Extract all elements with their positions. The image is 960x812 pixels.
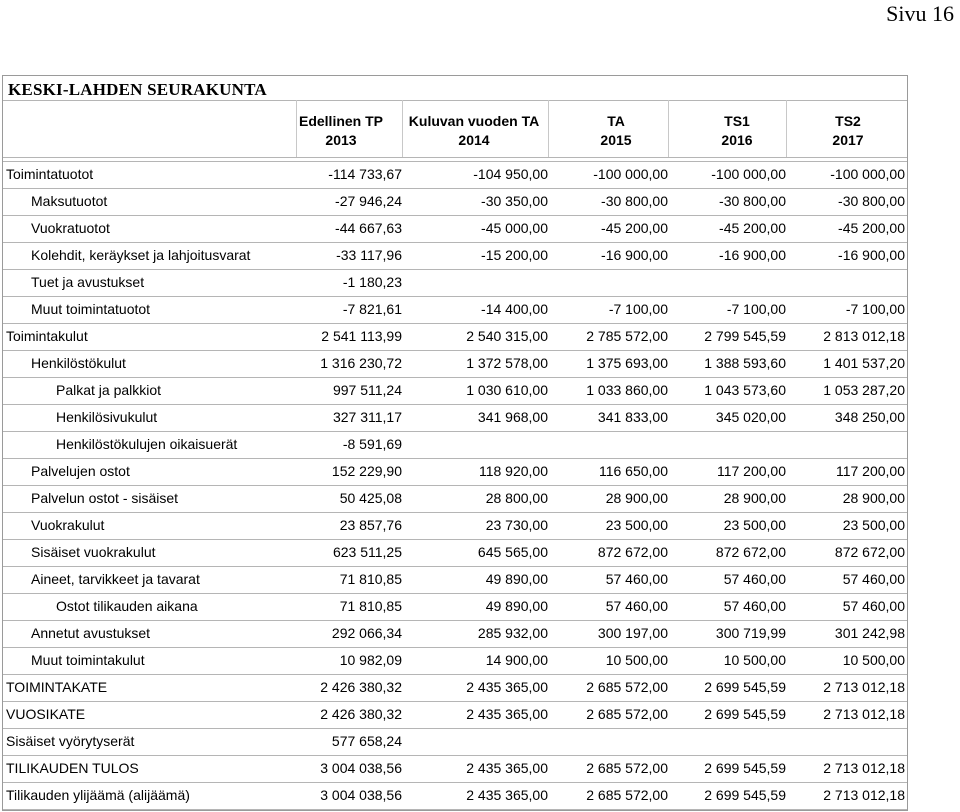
table-row xyxy=(3,566,907,593)
value-cell: -114 733,67 xyxy=(328,166,402,182)
value-cell: 152 229,90 xyxy=(331,463,402,479)
value-cell: 2 685 572,00 xyxy=(586,679,668,695)
value-cell: -7 100,00 xyxy=(726,301,786,317)
value-cell: 57 460,00 xyxy=(723,598,786,614)
value-cell: -16 900,00 xyxy=(838,247,905,263)
column-header-year: 2017 xyxy=(832,132,864,148)
table-row xyxy=(3,755,907,782)
value-cell: 23 500,00 xyxy=(605,517,668,533)
row-label: Muut toimintakulut xyxy=(31,652,145,668)
value-cell: -45 000,00 xyxy=(481,220,548,236)
row-label: Kolehdit, keräykset ja lahjoitusvarat xyxy=(31,247,251,263)
table-row xyxy=(3,296,907,323)
value-cell: 28 900,00 xyxy=(605,490,668,506)
table-row xyxy=(3,161,907,188)
value-cell: 2 699 545,59 xyxy=(704,760,786,776)
row-label: Toimintakulut xyxy=(6,328,88,344)
value-cell: 2 713 012,18 xyxy=(823,787,905,803)
value-cell: 292 066,34 xyxy=(331,625,402,641)
value-cell: 2 785 572,00 xyxy=(586,328,668,344)
value-cell: 10 500,00 xyxy=(723,652,786,668)
table-row xyxy=(3,539,907,566)
value-cell: 341 968,00 xyxy=(477,409,548,425)
value-cell: 23 500,00 xyxy=(723,517,786,533)
value-cell: 2 435 365,00 xyxy=(466,787,548,803)
row-label: Vuokratuotot xyxy=(31,220,110,236)
table-row xyxy=(3,431,907,458)
value-cell: 1 388 593,60 xyxy=(704,355,786,371)
table-row xyxy=(3,728,907,755)
column-header-title: TA xyxy=(607,113,625,129)
value-cell: 1 043 573,60 xyxy=(704,382,786,398)
value-cell: 2 541 113,99 xyxy=(321,328,402,344)
value-cell: 300 197,00 xyxy=(597,625,668,641)
row-label: Tuet ja avustukset xyxy=(31,274,145,290)
column-header xyxy=(768,112,928,150)
value-cell: 49 890,00 xyxy=(485,571,548,587)
column-header-title: Edellinen TP xyxy=(298,113,383,129)
value-cell: 1 372 578,00 xyxy=(466,355,548,371)
value-cell: 1 375 693,00 xyxy=(586,355,668,371)
value-cell: -27 946,24 xyxy=(335,193,402,209)
value-cell: 1 401 537,20 xyxy=(823,355,905,371)
value-cell: 872 672,00 xyxy=(715,544,786,560)
table-row xyxy=(3,323,907,350)
table-row xyxy=(3,674,907,701)
value-cell: 49 890,00 xyxy=(485,598,548,614)
value-cell: 301 242,98 xyxy=(834,625,905,641)
table-row xyxy=(3,782,907,809)
row-label: Aineet, tarvikkeet ja tavarat xyxy=(31,571,200,587)
table-row xyxy=(3,593,907,620)
value-cell: 14 900,00 xyxy=(485,652,548,668)
value-cell: 117 200,00 xyxy=(835,463,905,479)
value-cell: -14 400,00 xyxy=(481,301,548,317)
value-cell: 300 719,99 xyxy=(715,625,786,641)
row-label: Annetut avustukset xyxy=(31,625,151,641)
table-row xyxy=(3,458,907,485)
value-cell: 2 426 380,32 xyxy=(320,679,402,695)
value-cell: -45 200,00 xyxy=(719,220,786,236)
value-cell: 2 540 315,00 xyxy=(466,328,548,344)
value-cell: 2 685 572,00 xyxy=(586,706,668,722)
report-title: KESKI-LAHDEN SEURAKUNTA xyxy=(8,80,267,99)
value-cell: 23 857,76 xyxy=(339,517,402,533)
value-cell: 71 810,85 xyxy=(339,598,402,614)
value-cell: 118 920,00 xyxy=(478,463,548,479)
value-cell: 997 511,24 xyxy=(332,382,402,398)
table-row xyxy=(3,242,907,269)
value-cell: 341 833,00 xyxy=(597,409,668,425)
value-cell: -30 350,00 xyxy=(481,193,548,209)
value-cell: 2 813 012,18 xyxy=(823,328,905,344)
row-label: Sisäiset vuokrakulut xyxy=(31,544,156,560)
value-cell: 3 004 038,56 xyxy=(320,787,402,803)
value-cell: 28 800,00 xyxy=(485,490,548,506)
row-label: Vuokrakulut xyxy=(31,517,105,533)
value-cell: -15 200,00 xyxy=(481,247,548,263)
table-row xyxy=(3,485,907,512)
value-cell: -100 000,00 xyxy=(593,166,668,182)
row-label: Muut toimintatuotot xyxy=(31,301,151,317)
value-cell: 1 030 610,00 xyxy=(466,382,548,398)
row-label: TOIMINTAKATE xyxy=(6,679,108,695)
value-cell: 327 311,17 xyxy=(332,409,402,425)
value-cell: 57 460,00 xyxy=(605,571,668,587)
value-cell: 348 250,00 xyxy=(834,409,905,425)
value-cell: 2 699 545,59 xyxy=(704,706,786,722)
value-cell: -30 800,00 xyxy=(719,193,786,209)
value-cell: 2 713 012,18 xyxy=(823,760,905,776)
value-cell: -45 200,00 xyxy=(601,220,668,236)
row-label: VUOSIKATE xyxy=(6,706,86,722)
value-cell: 28 900,00 xyxy=(723,490,786,506)
value-cell: 71 810,85 xyxy=(339,571,402,587)
table-row xyxy=(3,404,907,431)
value-cell: -104 950,00 xyxy=(473,166,548,182)
value-cell: 645 565,00 xyxy=(477,544,548,560)
value-cell: 2 685 572,00 xyxy=(586,760,668,776)
value-cell: 10 982,09 xyxy=(339,652,402,668)
column-header xyxy=(394,112,554,150)
value-cell: 10 500,00 xyxy=(842,652,905,668)
value-cell: 2 713 012,18 xyxy=(823,679,905,695)
row-label: Maksutuotot xyxy=(31,193,108,209)
value-cell: -7 100,00 xyxy=(845,301,905,317)
value-cell: -7 821,61 xyxy=(342,301,402,317)
value-cell: 50 425,08 xyxy=(339,490,402,506)
value-cell: 10 500,00 xyxy=(605,652,668,668)
value-cell: -1 180,23 xyxy=(342,274,402,290)
value-cell: 57 460,00 xyxy=(723,571,786,587)
value-cell: -7 100,00 xyxy=(608,301,668,317)
table-row xyxy=(3,188,907,215)
value-cell: -16 900,00 xyxy=(719,247,786,263)
row-label: Sisäiset vyörytyserät xyxy=(6,733,135,749)
value-cell: 28 900,00 xyxy=(842,490,905,506)
row-label: TILIKAUDEN TULOS xyxy=(6,760,139,776)
row-label: Toimintatuotot xyxy=(6,166,94,182)
value-cell: 116 650,00 xyxy=(598,463,668,479)
value-cell: 23 500,00 xyxy=(842,517,905,533)
value-cell: -33 117,96 xyxy=(336,247,402,263)
value-cell: 2 435 365,00 xyxy=(466,679,548,695)
value-cell: -44 667,63 xyxy=(335,220,402,236)
value-cell: 2 426 380,32 xyxy=(320,706,402,722)
value-cell: 2 435 365,00 xyxy=(466,706,548,722)
row-gridline xyxy=(3,100,907,101)
value-cell: 2 699 545,59 xyxy=(704,787,786,803)
value-cell: 872 672,00 xyxy=(597,544,668,560)
value-cell: 23 730,00 xyxy=(485,517,548,533)
row-label: Henkilösivukulut xyxy=(56,409,158,425)
value-cell: -8 591,69 xyxy=(342,436,402,452)
value-cell: 2 685 572,00 xyxy=(586,787,668,803)
value-cell: -30 800,00 xyxy=(601,193,668,209)
value-cell: -100 000,00 xyxy=(711,166,786,182)
row-label: Ostot tilikauden aikana xyxy=(56,598,198,614)
column-header-year: 2013 xyxy=(325,132,357,148)
column-header-title: TS2 xyxy=(835,113,861,129)
value-cell: 1 316 230,72 xyxy=(320,355,402,371)
value-cell: 117 200,00 xyxy=(716,463,786,479)
table-row xyxy=(3,701,907,728)
value-cell: 2 435 365,00 xyxy=(466,760,548,776)
table-row xyxy=(3,350,907,377)
table-row xyxy=(3,269,907,296)
value-cell: 577 658,24 xyxy=(331,733,402,749)
table-row xyxy=(3,620,907,647)
row-label: Henkilöstökulut xyxy=(31,355,126,371)
table-row xyxy=(3,647,907,674)
row-label: Palvelun ostot - sisäiset xyxy=(31,490,179,506)
value-cell: -100 000,00 xyxy=(830,166,905,182)
value-cell: 1 053 287,20 xyxy=(823,382,905,398)
page-number: Sivu 16 xyxy=(886,1,954,26)
table-row xyxy=(3,215,907,242)
column-header-title: TS1 xyxy=(724,113,750,129)
table-row xyxy=(3,512,907,539)
row-label: Tilikauden ylijäämä (alijäämä) xyxy=(6,787,190,803)
row-gridline xyxy=(3,157,907,158)
value-cell: 57 460,00 xyxy=(842,571,905,587)
column-header-title: Kuluvan vuoden TA xyxy=(408,113,540,129)
value-cell: 872 672,00 xyxy=(834,544,905,560)
row-label: Palkat ja palkkiot xyxy=(56,382,162,398)
value-cell: -30 800,00 xyxy=(838,193,905,209)
column-header-year: 2016 xyxy=(721,132,753,148)
value-cell: 623 511,25 xyxy=(332,544,402,560)
value-cell: 2 699 545,59 xyxy=(704,679,786,695)
value-cell: 57 460,00 xyxy=(842,598,905,614)
value-cell: 2 713 012,18 xyxy=(823,706,905,722)
row-label: Henkilöstökulujen oikaisuerät xyxy=(56,436,238,452)
column-header-year: 2014 xyxy=(458,132,490,148)
value-cell: 57 460,00 xyxy=(605,598,668,614)
value-cell: 1 033 860,00 xyxy=(586,382,668,398)
value-cell: 345 020,00 xyxy=(715,409,786,425)
row-label: Palvelujen ostot xyxy=(31,463,130,479)
value-cell: -45 200,00 xyxy=(838,220,905,236)
value-cell: 2 799 545,59 xyxy=(704,328,786,344)
row-gridline xyxy=(3,809,907,810)
table-row xyxy=(3,377,907,404)
value-cell: 285 932,00 xyxy=(477,625,548,641)
column-header-year: 2015 xyxy=(600,132,632,148)
value-cell: -16 900,00 xyxy=(601,247,668,263)
value-cell: 3 004 038,56 xyxy=(320,760,402,776)
